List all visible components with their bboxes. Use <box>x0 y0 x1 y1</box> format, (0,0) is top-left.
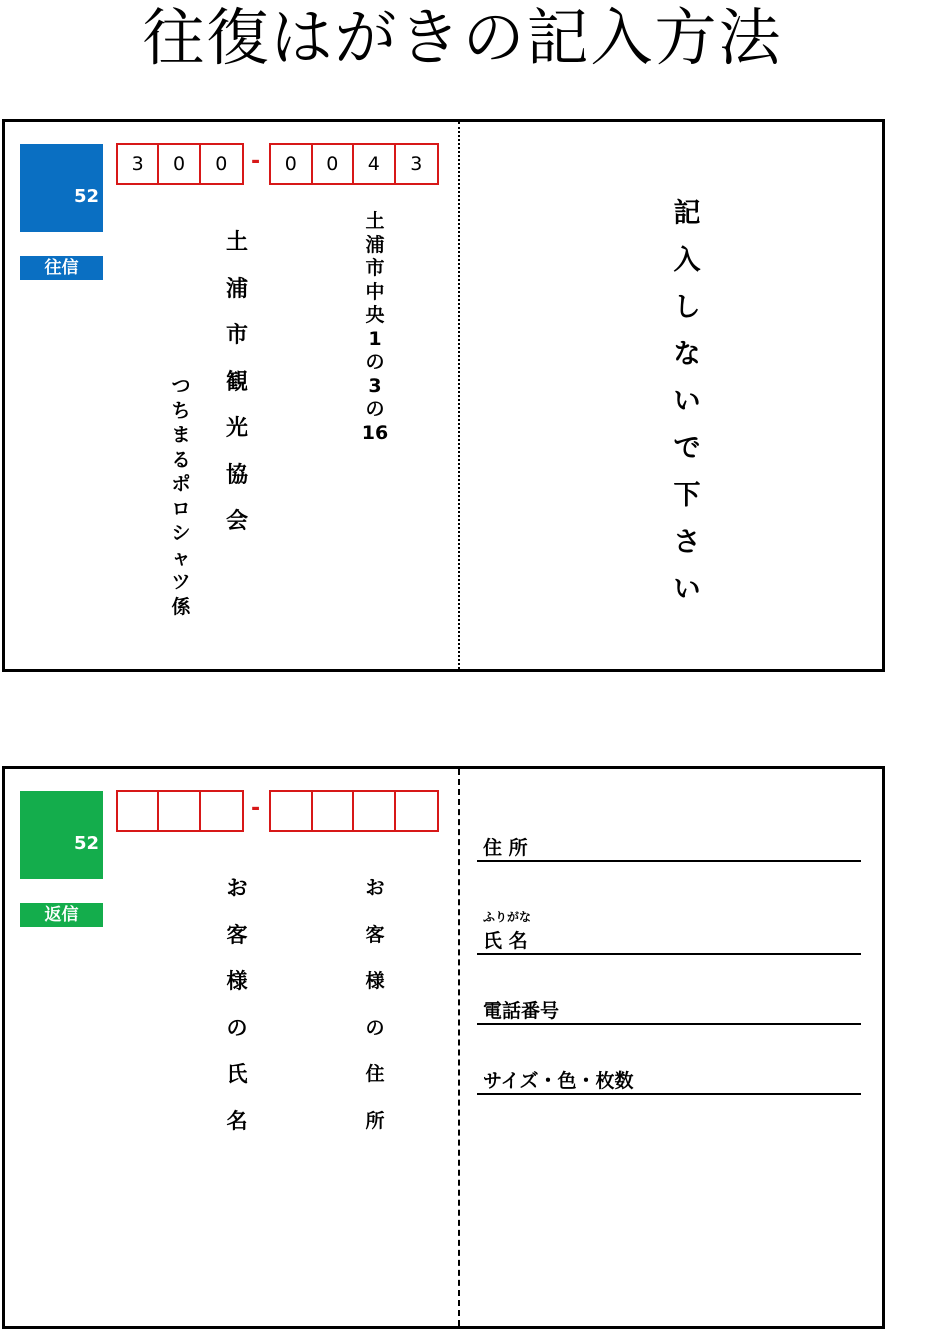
vertical-char: 様 <box>226 969 248 993</box>
vertical-char: し <box>673 292 701 323</box>
vertical-char: 中 <box>365 280 385 303</box>
vertical-char: な <box>673 339 701 370</box>
vertical-char: 土 <box>225 230 248 255</box>
zip-digit <box>201 792 242 830</box>
vertical-char: さ <box>673 527 701 558</box>
vertical-char: の <box>365 1016 385 1039</box>
vertical-char: ツ <box>171 571 191 593</box>
vertical-char: 市 <box>365 257 385 279</box>
zip-separator: - <box>251 796 261 821</box>
zip-digit: 0 <box>159 145 200 183</box>
vertical-char: お <box>365 877 385 899</box>
outgoing-card <box>2 119 885 672</box>
zip-digit: 3 <box>410 153 423 175</box>
zip-separator: - <box>251 149 261 174</box>
page-title: 往復はがきの記入方法 <box>142 1 783 74</box>
stamp-value: 52 <box>73 833 99 854</box>
vertical-char: 住 <box>365 1063 385 1085</box>
zip-second-group <box>269 790 439 832</box>
zip-digit: 4 <box>354 145 396 183</box>
vertical-char: 記 <box>673 198 701 229</box>
vertical-char: 浦 <box>225 276 248 302</box>
reply-label: 返信 <box>20 903 103 927</box>
address-label: 住 所 <box>483 837 528 859</box>
vertical-char: 16 <box>361 421 389 444</box>
zip-digit <box>354 792 396 830</box>
vertical-char: シ <box>171 522 191 544</box>
zip-first-group <box>116 790 244 832</box>
zip-digit <box>118 792 159 830</box>
customer-address-placeholder <box>361 865 389 1144</box>
order-label: サイズ・色・枚数 <box>483 1070 634 1092</box>
phone-label: 電話番号 <box>483 1000 560 1022</box>
vertical-char: 3 <box>368 374 382 397</box>
vertical-char: ま <box>171 424 191 446</box>
recipient-address <box>361 210 389 445</box>
vertical-char: 光 <box>225 416 248 441</box>
vertical-char: ち <box>171 399 191 422</box>
phone-field <box>477 996 861 1025</box>
vertical-char: 1 <box>368 327 382 350</box>
address-field <box>477 833 861 862</box>
recipient-department <box>167 374 195 619</box>
vertical-char: で <box>673 433 701 464</box>
vertical-char: ロ <box>171 497 191 520</box>
zip-digit <box>396 792 437 830</box>
vertical-char: ポ <box>171 473 191 495</box>
vertical-char: 所 <box>365 1109 385 1132</box>
vertical-char: 入 <box>673 245 701 276</box>
vertical-char: つ <box>171 375 191 397</box>
vertical-char: い <box>673 386 701 417</box>
stamp-value: 52 <box>73 186 99 207</box>
vertical-char: 央 <box>365 304 385 326</box>
zip-digit <box>313 792 355 830</box>
vertical-char: 協 <box>225 462 248 488</box>
vertical-char: 氏 <box>226 1062 248 1086</box>
vertical-char: 係 <box>171 595 191 618</box>
vertical-char: 浦 <box>365 233 385 256</box>
name-field <box>477 926 861 955</box>
vertical-char: 下 <box>673 480 701 511</box>
postage-stamp <box>20 791 103 879</box>
vertical-char: ャ <box>171 546 191 569</box>
do-not-write-notice <box>669 190 705 613</box>
outgoing-label: 往信 <box>20 256 103 280</box>
vertical-char: 観 <box>225 369 248 395</box>
zip-digit: 3 <box>118 145 159 183</box>
vertical-char: 客 <box>226 922 248 947</box>
name-ruby: ふりがな <box>483 910 532 924</box>
vertical-char: 客 <box>365 923 385 946</box>
zip-digit <box>271 792 313 830</box>
center-divider <box>458 122 460 669</box>
zip-digit: 0 <box>215 153 228 175</box>
zip-digit <box>159 792 200 830</box>
vertical-char: い <box>673 574 701 605</box>
vertical-char: 土 <box>365 210 385 232</box>
vertical-char: 様 <box>365 970 385 992</box>
vertical-char: 名 <box>226 1108 248 1133</box>
vertical-char: 会 <box>225 509 248 534</box>
vertical-char: る <box>171 448 191 471</box>
vertical-char: 市 <box>225 323 248 348</box>
postage-stamp <box>20 144 103 232</box>
vertical-char: の <box>226 1015 248 1040</box>
order-field <box>477 1066 861 1095</box>
center-divider <box>458 769 460 1326</box>
vertical-char: の <box>365 398 385 420</box>
reply-card <box>2 766 885 1329</box>
zip-first-group <box>116 143 244 185</box>
customer-name-placeholder <box>220 865 254 1144</box>
zip-digit: 0 <box>271 145 313 183</box>
vertical-char: の <box>365 351 385 373</box>
zip-digit: 0 <box>313 145 355 183</box>
vertical-char: お <box>226 876 248 900</box>
zip-second-group <box>269 143 439 185</box>
name-label: 氏 名 <box>483 930 528 952</box>
recipient-name <box>220 220 254 546</box>
